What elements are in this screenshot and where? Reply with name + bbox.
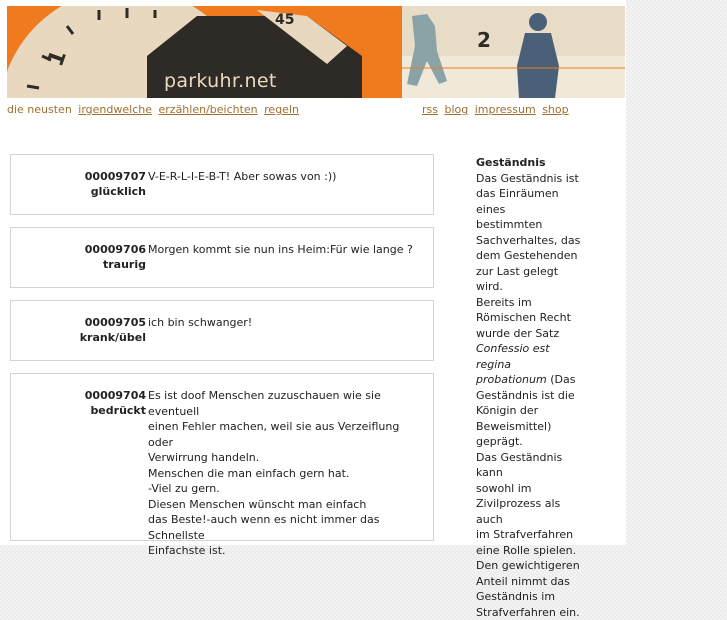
nav-rss[interactable]: rss: [422, 103, 438, 116]
post-mood: glücklich: [71, 184, 146, 199]
secondary-nav: [422, 103, 572, 116]
sidebar-line: Sachverhaltes, das: [476, 233, 588, 249]
dial-number-1: 1: [43, 47, 72, 70]
post-line: einen Fehler machen, weil sie aus Verzeiflung oder: [148, 419, 423, 450]
sidebar-line: Beweismittel): [476, 419, 588, 435]
confession-post: [10, 373, 434, 541]
sidebar-line: bestimmten: [476, 217, 588, 233]
sidebar-line: [476, 372, 588, 388]
post-line: Menschen die man einfach gern hat.: [148, 466, 423, 482]
sidebar-line: Anteil nimmt das: [476, 574, 588, 590]
header-banner[interactable]: [7, 6, 625, 98]
confession-post: [10, 154, 434, 215]
sidebar-line: Den gewichtigeren: [476, 558, 588, 574]
sidebar-line: Das Geständnis kann: [476, 450, 588, 481]
sidebar-line: Königin der: [476, 403, 588, 419]
sidebar-line: Römischen Recht: [476, 310, 588, 326]
sidebar-line: Geständnis ist die: [476, 388, 588, 404]
post-meta: [71, 242, 146, 272]
sidebar-line: im Strafverfahren: [476, 527, 588, 543]
site-logo-text[interactable]: parkuhr.net: [164, 70, 277, 92]
sidebar-line: geprägt.: [476, 434, 588, 450]
sidebar-title: Geständnis: [476, 155, 588, 171]
sidebar-line: Zivilprozess als auch: [476, 496, 588, 527]
sidebar-latin-phrase-end: probationum: [476, 373, 547, 386]
sidebar-line: Strafverfahren ein.: [476, 605, 588, 620]
main-nav: [7, 103, 302, 116]
nav-blog[interactable]: blog: [444, 103, 468, 116]
nav-irgendwelche[interactable]: irgendwelche: [78, 103, 152, 116]
confession-post: [10, 227, 434, 288]
sidebar-line: wurde der Satz: [476, 326, 588, 342]
dial-number-2: 2: [477, 28, 491, 52]
dial-number-45: 45: [275, 12, 294, 28]
nav-die-neusten[interactable]: die neusten: [7, 103, 72, 116]
parking-meter-illustration: [7, 6, 625, 98]
sidebar-line: Das Geständnis ist: [476, 171, 588, 187]
sidebar-text: (Das: [547, 373, 576, 386]
confession-post: [10, 300, 434, 361]
post-line: Es ist doof Menschen zuzuschauen wie sie eventuell: [148, 388, 423, 419]
post-meta: [71, 315, 146, 345]
nav-regeln[interactable]: regeln: [264, 103, 299, 116]
post-line: Diesen Menschen wünscht man einfach: [148, 497, 423, 513]
sidebar-line: das Einräumen eines: [476, 186, 588, 217]
post-mood: bedrückt: [71, 403, 146, 418]
post-line: das Beste!-auch wenn es nicht immer das Schnellste: [148, 512, 423, 543]
sidebar-latin-phrase: Confessio est regina: [476, 341, 588, 372]
post-mood: krank/übel: [71, 330, 146, 345]
sidebar-line: dem Gestehenden: [476, 248, 588, 264]
sidebar-line: Geständnis im: [476, 589, 588, 605]
nav-shop[interactable]: shop: [542, 103, 568, 116]
post-text: [148, 388, 423, 559]
post-id[interactable]: 00009707: [71, 169, 146, 184]
post-id[interactable]: 00009705: [71, 315, 146, 330]
post-line: ich bin schwanger!: [148, 315, 423, 331]
post-text: [148, 242, 423, 258]
post-text: [148, 169, 423, 185]
post-id[interactable]: 00009704: [71, 388, 146, 403]
nav-impressum[interactable]: impressum: [475, 103, 536, 116]
post-text: [148, 315, 423, 331]
dial-number-60: 60: [322, 60, 349, 86]
sidebar-line: eine Rolle spielen.: [476, 543, 588, 559]
sidebar-line: Bereits im: [476, 295, 588, 311]
nav-erzaehlen-beichten[interactable]: erzählen/beichten: [159, 103, 258, 116]
post-line: V-E-R-L-I-E-B-T! Aber sowas von :)): [148, 169, 423, 185]
post-id[interactable]: 00009706: [71, 242, 146, 257]
post-line: Einfachste ist.: [148, 543, 423, 559]
sidebar-line: zur Last gelegt wird.: [476, 264, 588, 295]
sidebar-definition: [476, 155, 588, 620]
post-line: Verwirrung handeln.: [148, 450, 423, 466]
post-meta: [71, 388, 146, 418]
sidebar-line: sowohl im: [476, 481, 588, 497]
post-line: -Viel zu gern.: [148, 481, 423, 497]
post-line: Morgen kommt sie nun ins Heim:Für wie lange ?: [148, 242, 423, 258]
post-meta: [71, 169, 146, 199]
post-mood: traurig: [71, 257, 146, 272]
